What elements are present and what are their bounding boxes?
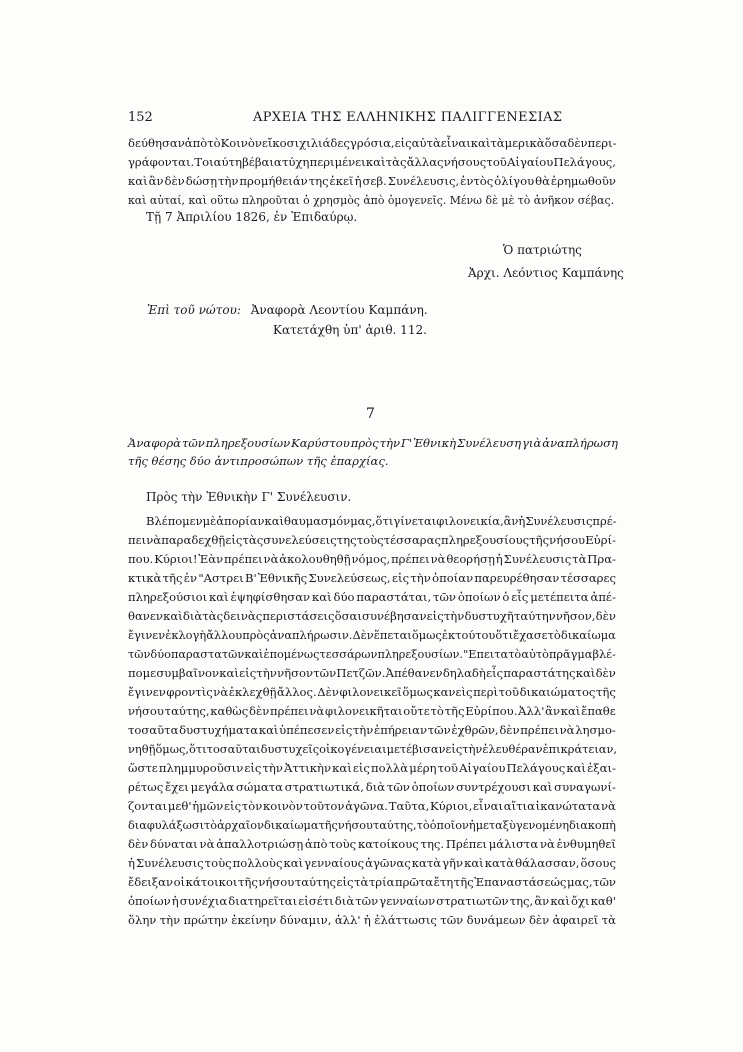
paragraph-line: δεύθησαν ἀπὸ τὸ Κοινὸν εἴκοσι χιλιάδες γρόσια, εἰς αὐτὰ εἶναι καὶ τὰ μερικὰ ὅσα δὲν περι- bbox=[128, 136, 617, 150]
paragraph-line: ἡ Συνέλευσις τοὺς πολλοὺς καὶ γενναίους ἀγῶνας κατὰ γῆν καὶ κατὰ θάλασσαν, ὅσους bbox=[128, 856, 616, 870]
title-line: τῆς θέσης δύο ἀντιπροσώπων τῆς ἐπαρχίας. bbox=[128, 454, 389, 468]
paragraph-line: γράφονται. Τοιαύτη βέβαια τύχη περιμένει καὶ τὰς ἄλλας νήσους τοῦ Αἰγαίου Πελάγους, bbox=[128, 155, 616, 169]
paragraph-line: πομε συμβαῖνον καὶ εἰς τὴν νῆσον τῶν Πετζῶν. Ἀπέθανεν δηλαδὴ εἷς παραστάτης καὶ δὲν bbox=[128, 666, 616, 680]
paragraph-line: ρέτως ἔχει μεγάλα σώματα στρατιωτικά, διὰ τῶν ὁποίων συντρέχουσι καὶ συναγωνί- bbox=[128, 780, 616, 794]
paragraph-line: νηθῇ ὅμως, ὅτι τοσαῦται δυστυχεῖς οἰκογένειαι μετέβισαν εἰς τὴν ἐλευθέραν ἐπικράτειαν, bbox=[128, 742, 618, 756]
paragraph-line: ζονται μεθ' ἡμῶν εἰς τὸν κοινὸν τοῦτον ἀγῶνα. Ταῦτα, Κύριοι, εἶναι αἴτια ἱκανώτατα νὰ bbox=[128, 799, 616, 813]
paragraph-line: νήσου ταύτης, καθὼς δὲν πρέπει νὰ φιλονεικῆται οὔτε τὸ τῆς Εὐρίπου. Ἀλλ' ἂν καὶ ἔπαθε bbox=[128, 704, 616, 718]
paragraph-line: ὅλην τὴν πρώτην ἐκείνην δύναμιν, ἀλλ' ἡ ἐλάττωσις τῶν δυνάμεων δὲν ἀφαιρεῖ τὰ bbox=[128, 913, 616, 927]
signature-salutation: Ὁ πατριώτης bbox=[503, 243, 582, 257]
page-number: 152 bbox=[128, 110, 153, 125]
paragraph-line: ἔδειξαν οἱ κάτοικοι τῆς νήσου ταύτης εἰς τὰ τρία πρῶτα ἔτη τῆς Ἐπαναστάσεώς μας, τῶν bbox=[128, 875, 616, 889]
top-paragraph bbox=[128, 134, 616, 210]
paragraph-line: ἔγινεν φροντὶς νὰ ἐκλεχθῇ ἄλλος. Δὲν φιλονεικεῖ ὅμως κανεὶς περὶ τοῦ δικαιώματος τῆς bbox=[128, 685, 616, 699]
paragraph-line: ὥστε πλημμυροῦσιν εἰς τὴν Ἀττικὴν καὶ εἰς πολλὰ μέρη τοῦ Αἰγαίου Πελάγους καὶ ἐξαι- bbox=[128, 761, 616, 775]
paragraph-line: πει νὰ παραδεχθῇ εἰς τὰς συνελεύσεις της τοὺς τέσσαρας πληρεξουσίους τῆς νήσου Εὐρί- bbox=[128, 533, 616, 547]
verso-label: Ἐπὶ τοῦ νώτου: bbox=[147, 303, 241, 317]
address-line: Πρὸς τὴν Ἐθνικὴν Γ' Συνέλευσιν. bbox=[146, 490, 352, 504]
verso-line-2: Κατετάχθη ὑπ' ἀριθ. 112. bbox=[273, 323, 427, 337]
paragraph-line: διαφυλάξωσι τὸ ἀρχαῖον δικαίωμα τῆς νήσου ταύτης, τὸ ὁποῖον ἡ μεταξὺ γενομένη διακοπὴ bbox=[128, 819, 616, 832]
paragraph-line: που. Κύριοι! Ἐὰν πρέπει νὰ ἀκολουθηθῇ νόμος, πρέπει νὰ θεορήσῃ ἡ Συνέλευσις τὰ Πρα- bbox=[128, 552, 616, 566]
title-line: Ἀναφορὰ τῶν πληρεξουσίων Καρύστου πρὸς τὴν Γ' Ἐθνικὴ Συνέλευση γιὰ ἀναπλήρωση bbox=[128, 436, 618, 450]
paragraph-line: καὶ ἂν δὲν δώσῃ τὴν προμήθειάν της ἐκεῖ ἡ σεβ. Συνέλευσις, ἐντὸς ὀλίγου θὰ ἐρημωθοῦν bbox=[128, 174, 616, 188]
signature-name: Ἀρχι. Λεόντιος Καμπάνης bbox=[468, 266, 624, 280]
place-date: Τῇ 7 Ἀπριλίου 1826, ἐν Ἐπιδαύρῳ. bbox=[146, 210, 358, 224]
document-number: 7 bbox=[366, 406, 375, 422]
paragraph-line: καὶ αὐταί, καὶ οὕτω πληροῦται ὁ χρησμὸς ἀπὸ ὁμογενεῖς. Μένω δὲ μὲ τὸ ἀνῆκον σέβας. bbox=[128, 194, 615, 207]
running-title: ΑΡΧΕΙΑ ΤΗΣ ΕΛΛΗΝΙΚΗΣ ΠΑΛΙΓΓΕΝΕΣΙΑΣ bbox=[253, 110, 563, 125]
body-paragraph bbox=[128, 512, 616, 930]
verso-note bbox=[147, 300, 428, 340]
paragraph-line: τῶν δύο παραστατῶν καὶ ἑπομένως τεσσάρων πληρεξουσίων. "Επειτα τὸ αὐτὸ πρᾶγμα βλέ- bbox=[128, 648, 616, 661]
paragraph-line: θανεν καὶ διὰ τὰς δεινὰς περιστάσεις ὅσαι συνέβησαν εἰς τὴν δυστυχῆ ταύτην νῆσον, δὲν bbox=[128, 609, 616, 623]
paragraph-line: τοσαῦτα δυστυχήματα καὶ ὑπέπεσεν εἰς τὴν ἐπήρειαν τῶν ἐχθρῶν, δὲν πρέπει νὰ λησμο- bbox=[128, 723, 616, 737]
document-title bbox=[128, 434, 618, 470]
paragraph-line: Βλέπομεν μὲ ἀπορίαν καὶ θαυμασμόν μας, ὅτι γίνεται φιλονεικία, ἂν ἡ Συνέλευσις πρέ- bbox=[146, 514, 617, 528]
paragraph-line: κτικὰ τῆς ἐν "Αστρει Β' Ἐθνικῆς Συνελεύσεως, εἰς τὴν ὁποίαν παρευρέθησαν τέσσαρες bbox=[128, 571, 616, 585]
paragraph-line: δὲν δύναται νὰ ἀπαλλοτριώσῃ ἀπὸ τοὺς κατοίκους της. Πρέπει μάλιστα νὰ ἐνθυμηθεῖ bbox=[128, 837, 616, 851]
paragraph-line: ἔγινεν ἐκλογὴ ἄλλου πρὸς ἀναπλήρωσιν. Δὲν ἕπεται ὅμως ἐκ τούτου ὅτι ἔχασε τὸ δικαίωμα bbox=[128, 628, 616, 642]
paragraph-line: ὁποίων ἡ συνέχια διατηρεῖται εἰσέτι διὰ τῶν γενναίων στρατιωτῶν της, ἂν καὶ ὄχι καθ' bbox=[128, 894, 616, 908]
paragraph-line: πληρεξούσιοι καὶ ἐψηφίσθησαν καὶ δύο παραστάται, τῶν ὁποίων ὁ εἷς μετέπειτα ἀπέ- bbox=[128, 590, 616, 604]
verso-line-1: Ἀναφορὰ Λεοντίου Καμπάνη. bbox=[250, 303, 428, 317]
